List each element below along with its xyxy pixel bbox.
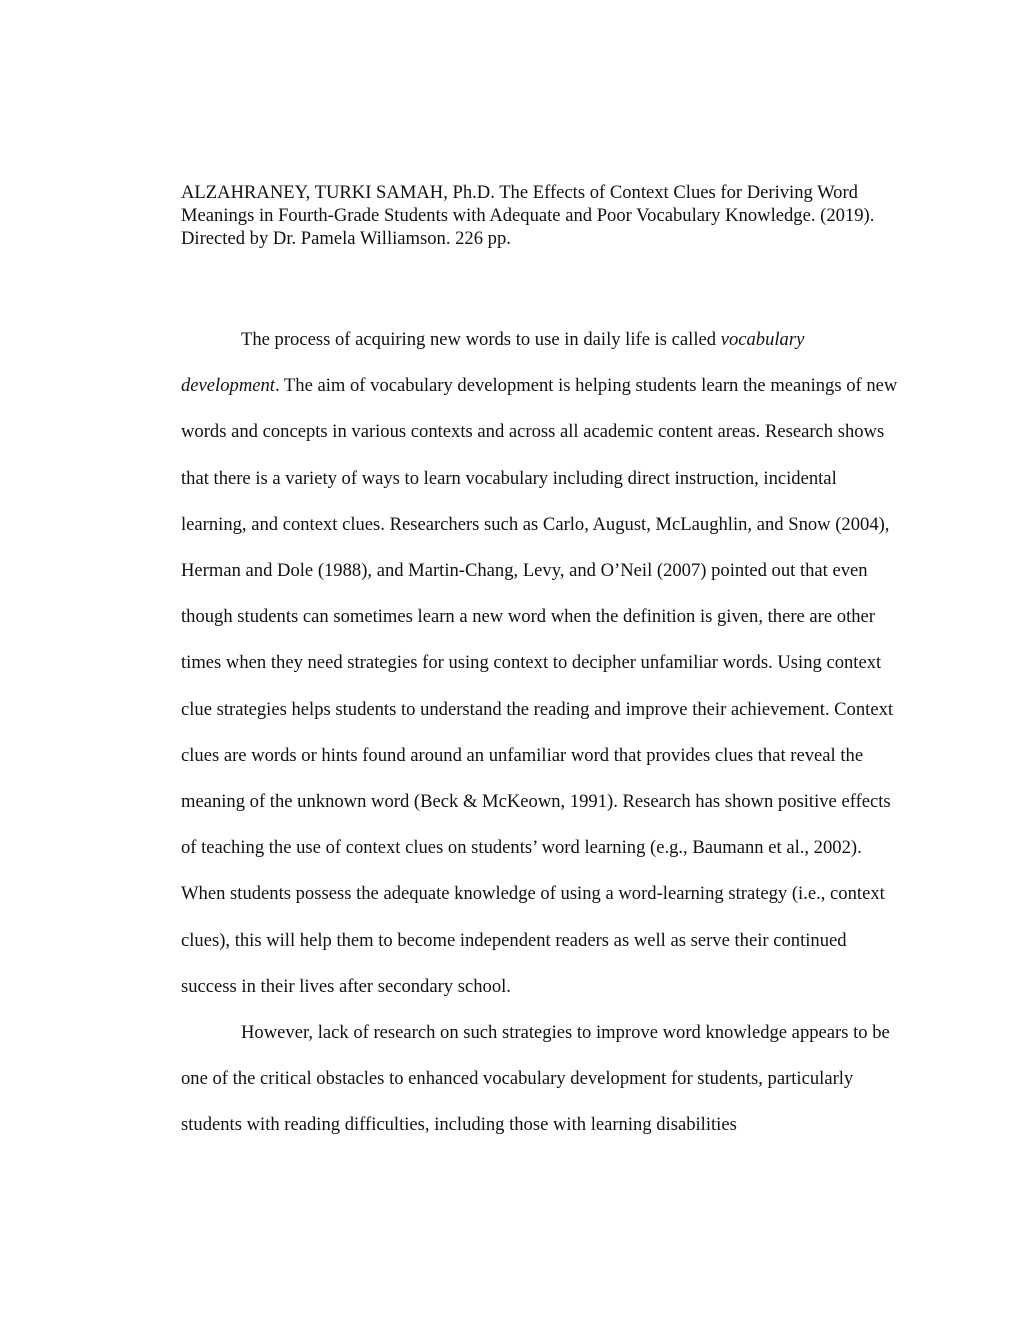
- paragraph-1-term: vocabulary development: [181, 329, 805, 397]
- paragraph-1: [181, 317, 901, 1010]
- paragraph-2: However, lack of research on such strategies to improve word knowledge appears to be one of the critical obstacles to enhanced vocabulary development for students, particularly students with reading difficulties, including those with learning disabilities: [181, 1022, 890, 1136]
- dissertation-citation: ALZAHRANEY, TURKI SAMAH, Ph.D. The Effects of Context Clues for Deriving Word Meanings in Fourth-Grade Students with Adequate and Poor Vocabulary Knowledge. (2019).: [181, 182, 875, 226]
- director-line: Directed by Dr. Pamela Williamson. 226 pp.: [181, 228, 511, 249]
- paragraph-1-body: . The aim of vocabulary development is helping students learn the meanings of new words and concepts in various contexts and across all academic content areas. Research shows that there is a variety of ways to learn vocabulary including direct instruction, incidental learning, and context clues. Researchers such as Carlo, August, McLaughlin, and Snow (2004), Herman and Dole (1988), and Martin-Chang, Levy, and O’Neil (2007) pointed out that even though students can sometimes learn a new word when the definition is given, there are other times when they need strategies for using context to decipher unfamiliar words. Using context clue strategies helps students to understand the reading and improve their achievement. Context clues are words or hints found around an unfamiliar word that provides clues that reveal the meaning of the unknown word (Beck & McKeown, 1991). Research has shown positive effects of teaching the use of context clues on students’ word learning (e.g., Baumann et al., 2002). When students possess the adequate knowledge of using a word-learning strategy (i.e., context clues), this will help them to become independent readers as well as serve their continued success in their lives after secondary school.: [181, 375, 898, 997]
- abstract-body: [181, 317, 901, 1149]
- abstract-header: [181, 181, 901, 250]
- paragraph-1-intro: The process of acquiring new words to use in daily life is called: [241, 329, 721, 350]
